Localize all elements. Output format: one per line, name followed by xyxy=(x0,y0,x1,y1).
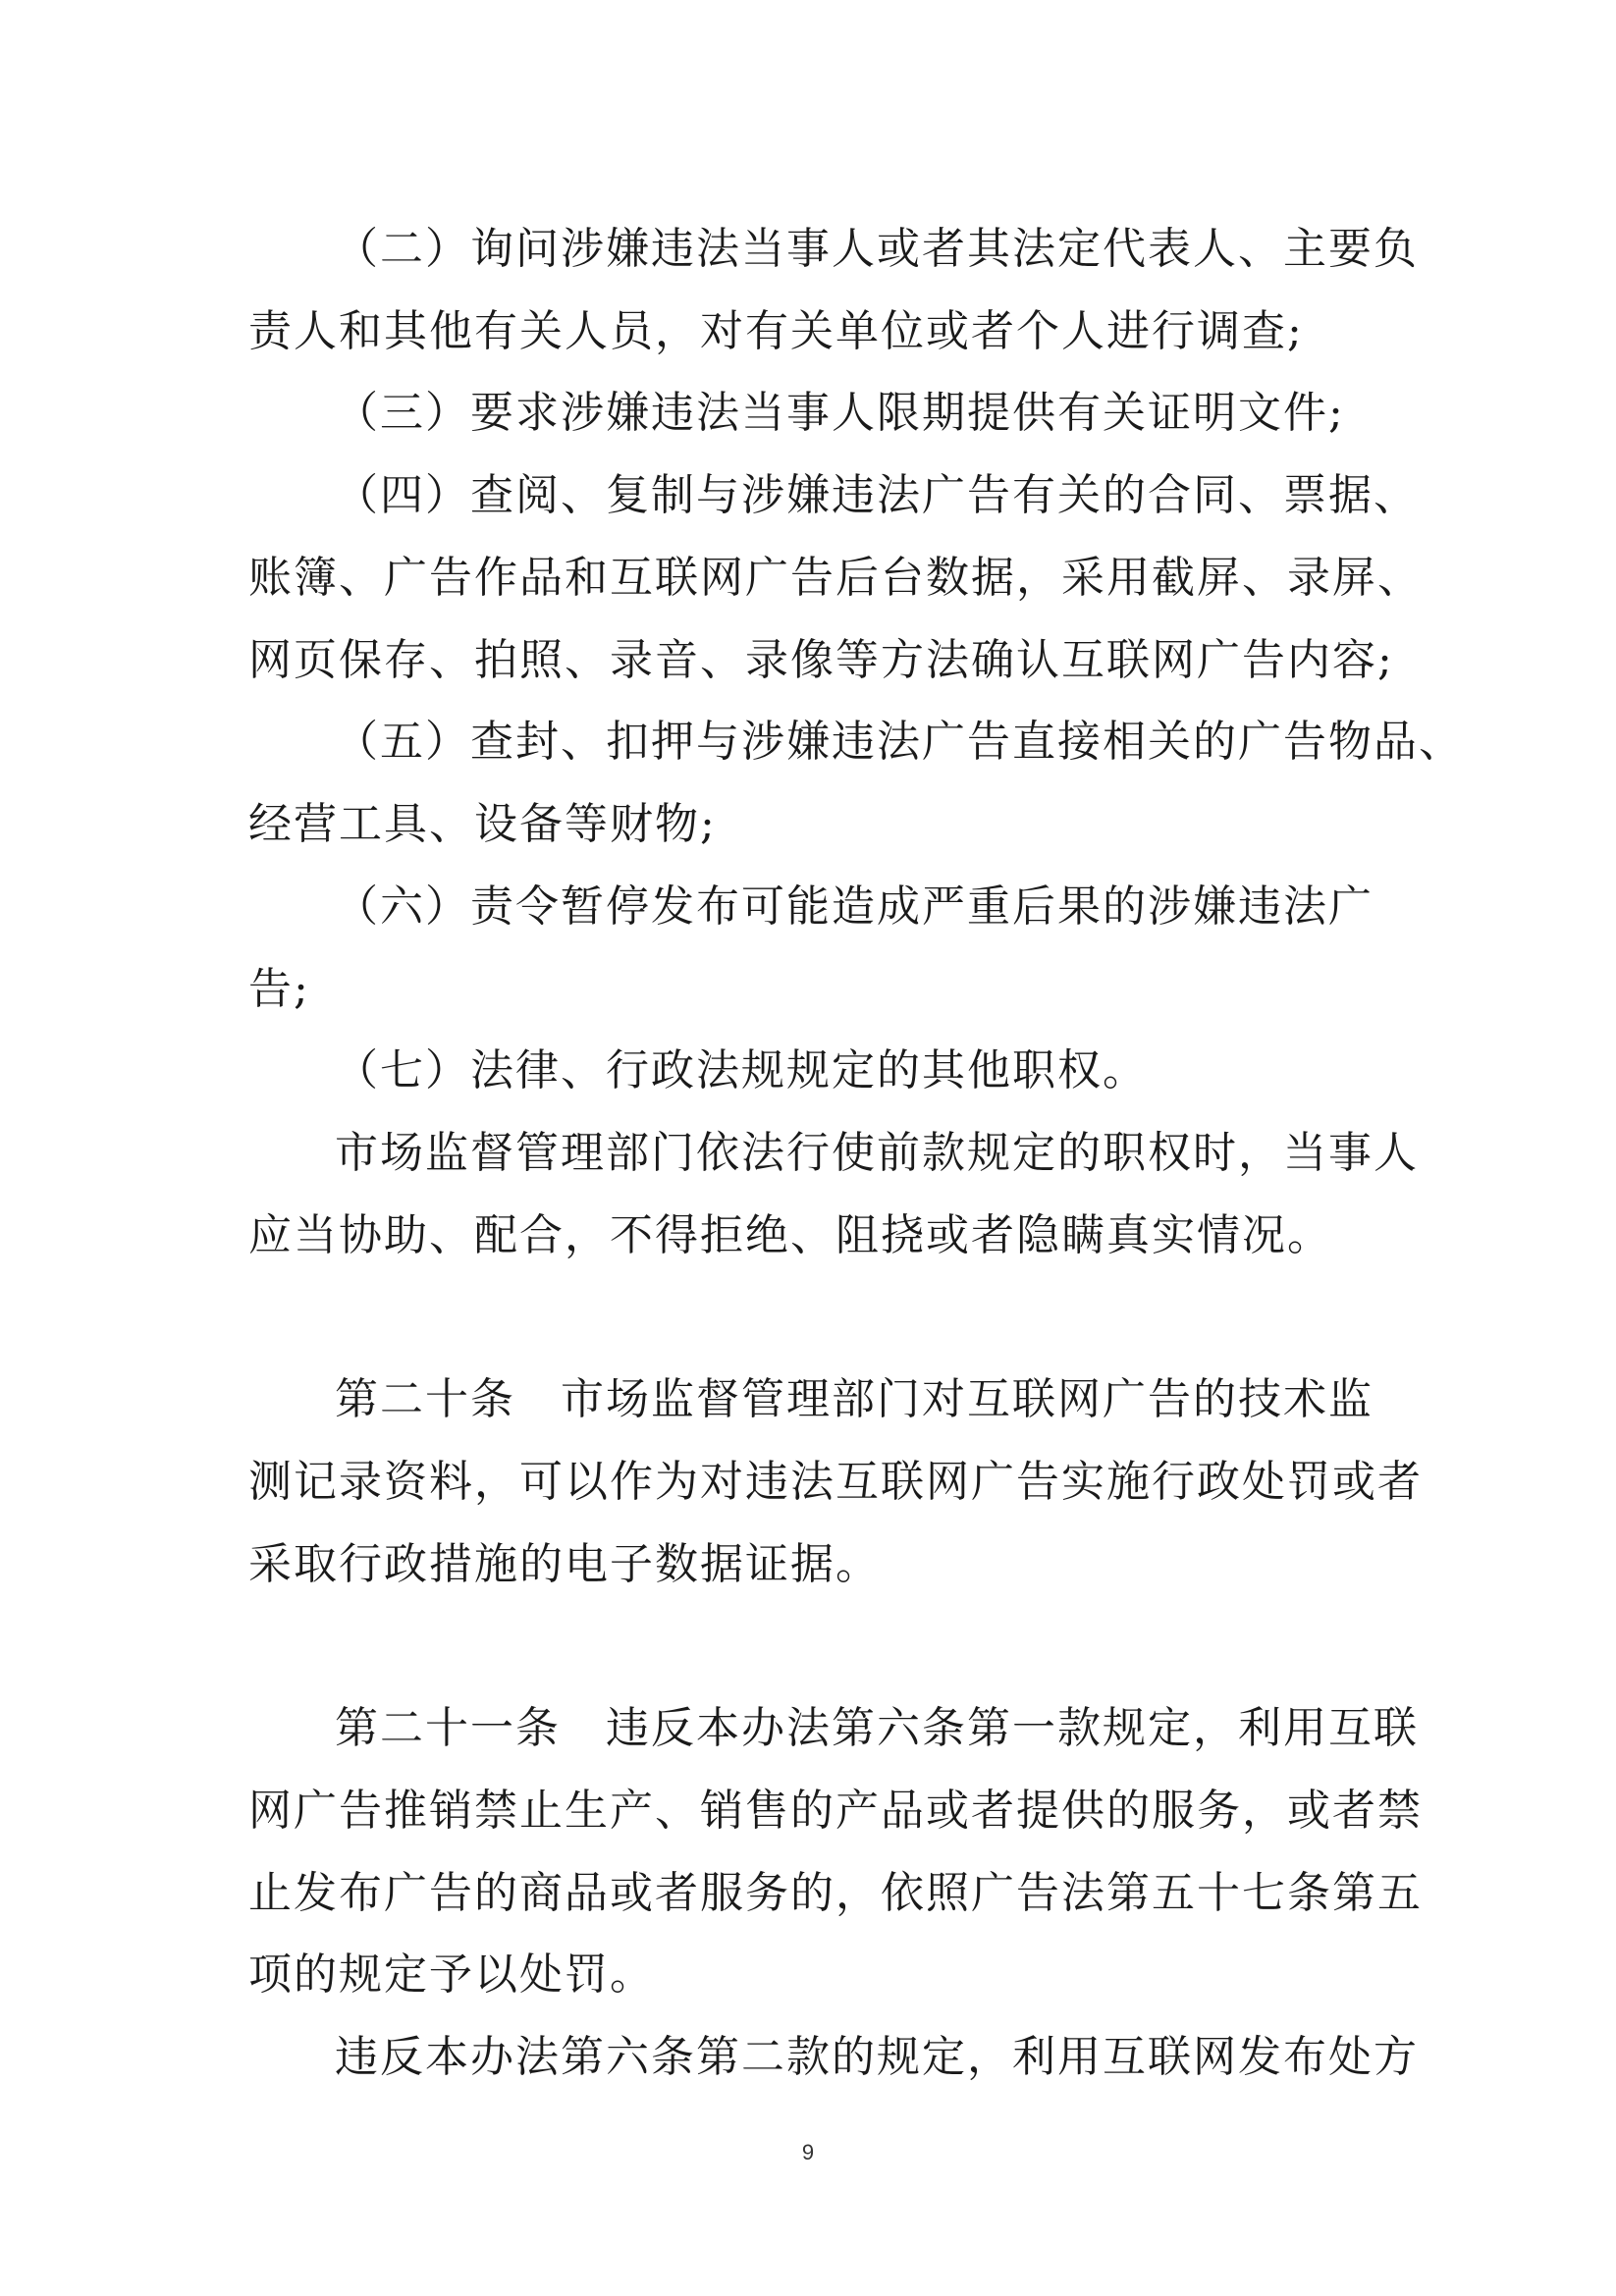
text-line: 账簿、广告作品和互联网广告后台数据，采用截屏、录屏、 xyxy=(248,553,1423,603)
text-line: 项的规定予以处罚。 xyxy=(248,1949,655,2000)
text-line: （七）法律、行政法规规定的其他职权。 xyxy=(335,1045,1148,1095)
text-line: 测记录资料，可以作为对违法互联网广告实施行政处罚或者 xyxy=(248,1457,1423,1507)
text-line: 采取行政措施的电子数据证据。 xyxy=(248,1539,881,1589)
text-line: 市场监督管理部门依法行使前款规定的职权时，当事人 xyxy=(335,1128,1419,1178)
text-line: 经营工具、设备等财物; xyxy=(248,799,717,849)
text-line: 止发布广告的商品或者服务的，依照广告法第五十七条第五 xyxy=(248,1868,1423,1918)
article-heading-line: 第二十条 市场监督管理部门对互联网广告的技术监 xyxy=(335,1374,1374,1424)
text-line: 违反本办法第六条第二款的规定，利用互联网发布处方 xyxy=(335,2032,1419,2082)
article-heading-line: 第二十一条 违反本办法第六条第一款规定，利用互联 xyxy=(335,1703,1419,1753)
text-line: （二）询问涉嫌违法当事人或者其法定代表人、主要负 xyxy=(335,224,1419,274)
page-number: 9 xyxy=(801,2140,815,2164)
text-line: 责人和其他有关人员，对有关单位或者个人进行调查; xyxy=(248,306,1304,356)
text-line: 网页保存、拍照、录音、录像等方法确认互联网广告内容; xyxy=(248,635,1394,685)
text-line: （六）责令暂停发布可能造成严重后果的涉嫌违法广 xyxy=(335,881,1374,932)
text-line: （五）查封、扣押与涉嫌违法广告直接相关的广告物品、 xyxy=(335,717,1464,767)
text-line: 告; xyxy=(248,964,310,1014)
text-line: （三）要求涉嫌违法当事人限期提供有关证明文件; xyxy=(335,388,1345,438)
text-line: 应当协助、配合，不得拒绝、阻挠或者隐瞒真实情况。 xyxy=(248,1210,1332,1260)
text-line: 网广告推销禁止生产、销售的产品或者提供的服务，或者禁 xyxy=(248,1786,1423,1836)
text-line: （四）查阅、复制与涉嫌违法广告有关的合同、票据、 xyxy=(335,470,1419,520)
